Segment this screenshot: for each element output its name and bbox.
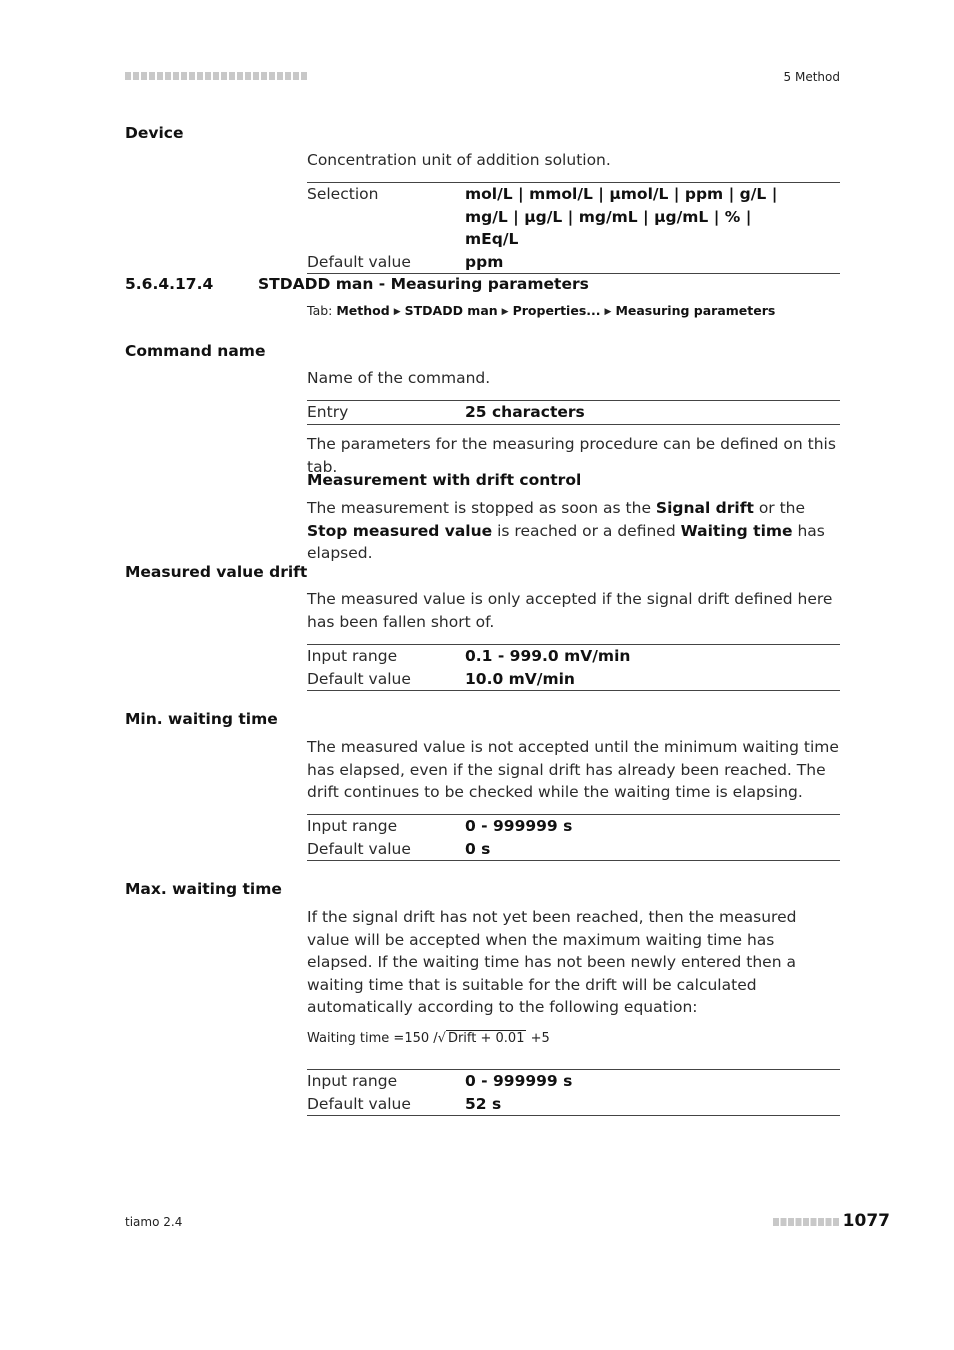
param-value: 52 s <box>465 1094 502 1113</box>
section-number: 5.6.4.17.4 <box>125 275 214 293</box>
param-row <box>307 401 840 425</box>
param-key: Entry <box>307 403 349 421</box>
max-waiting-time-params-table <box>307 1069 840 1116</box>
device-description: Concentration unit of addition solution. <box>307 151 611 169</box>
param-value: 25 characters <box>465 403 585 421</box>
param-key: Selection <box>307 185 379 203</box>
footer-product: tiamo 2.4 <box>125 1215 183 1229</box>
term-min-waiting-time: Min. waiting time <box>125 710 278 728</box>
triangle-right-icon: ▶ <box>393 307 401 317</box>
formula-right: +5 <box>530 1031 550 1046</box>
tab-path-item: STDADD man <box>404 303 498 318</box>
sqrt-icon: √ <box>437 1031 446 1046</box>
param-value: 0.1 - 999.0 mV/min <box>465 647 631 665</box>
param-key: Default value <box>307 839 411 858</box>
param-key: Input range <box>307 647 398 665</box>
text-run: has elapsed. <box>307 521 825 562</box>
page-number: 1077 <box>842 1211 890 1231</box>
param-row <box>307 251 840 274</box>
term-device: Device <box>125 124 184 142</box>
bold-run: Stop measured value <box>307 521 493 540</box>
tab-path-item: Method <box>336 303 390 318</box>
param-key: Default value <box>307 1094 411 1113</box>
max-waiting-time-description: If the signal drift has not yet been reached, then the measured value will be accepted when the maximum waiting time has elapsed. If the waiting time has not been newly entered then a waiting time that is suitable for the drift will be calculated automatically according to the following equation: <box>307 908 797 1016</box>
bold-run: Signal drift <box>655 499 754 517</box>
tab-path-item: Measuring parameters <box>615 303 776 318</box>
header-decoration <box>125 72 307 80</box>
header-chapter: 5 Method <box>783 70 840 84</box>
param-value: ppm <box>465 252 504 271</box>
param-row <box>307 815 840 838</box>
param-value: 0 s <box>465 839 491 858</box>
tab-path <box>307 303 775 318</box>
command-name-description: Name of the command. <box>307 369 491 387</box>
term-command-name: Command name <box>125 342 266 360</box>
param-key: Default value <box>307 669 411 688</box>
text-run: or the <box>753 499 806 517</box>
param-row <box>307 1070 840 1093</box>
param-value: 0 - 999999 s <box>465 1072 573 1090</box>
param-row <box>307 668 840 691</box>
drift-control-heading: Measurement with drift control <box>307 471 582 489</box>
drift-control-text <box>307 497 842 565</box>
waiting-time-formula <box>307 1030 550 1046</box>
section-title: STDADD man - Measuring parameters <box>258 275 589 293</box>
bold-run: Waiting time <box>680 521 793 540</box>
param-value: 10.0 mV/min <box>465 669 575 688</box>
param-key: Input range <box>307 817 398 835</box>
text-run: is reached or a defined <box>492 521 681 540</box>
param-key: Default value <box>307 252 411 271</box>
param-key: Input range <box>307 1072 398 1090</box>
param-row <box>307 645 840 668</box>
min-waiting-time-params-table <box>307 814 840 861</box>
device-params-table <box>307 182 840 274</box>
formula-left: Waiting time =150 / <box>307 1031 438 1046</box>
triangle-right-icon: ▶ <box>501 307 509 317</box>
term-max-waiting-time: Max. waiting time <box>125 880 282 898</box>
text-run: The measurement is stopped as soon as the <box>307 499 656 517</box>
term-measured-value-drift: Measured value drift <box>125 563 308 581</box>
tab-path-item: Properties... <box>512 303 601 318</box>
footer-decoration <box>773 1218 839 1226</box>
formula-radicand: Drift + 0.01 <box>447 1031 525 1046</box>
measured-value-drift-description: The measured value is only accepted if the signal drift defined here has been fallen short of. <box>307 590 833 631</box>
min-waiting-time-description: The measured value is not accepted until the minimum waiting time has elapsed, even if the signal drift has already been reached. The drift continues to be checked while the waiting time is elapsing. <box>307 738 839 801</box>
param-row <box>307 1093 840 1116</box>
triangle-right-icon: ▶ <box>604 307 612 317</box>
param-row <box>307 838 840 861</box>
param-value: 0 - 999999 s <box>465 817 573 835</box>
param-value: mol/L | mmol/L | µmol/L | ppm | g/L | mg/L | µg/L | mg/mL | µg/mL | % | mEq/L <box>465 185 778 248</box>
measured-value-drift-params-table <box>307 644 840 691</box>
tab-prefix: Tab: <box>307 303 333 318</box>
command-name-params-table <box>307 400 840 425</box>
param-row <box>307 183 840 251</box>
tab-note: The parameters for the measuring procedure can be defined on this tab. <box>307 435 836 476</box>
